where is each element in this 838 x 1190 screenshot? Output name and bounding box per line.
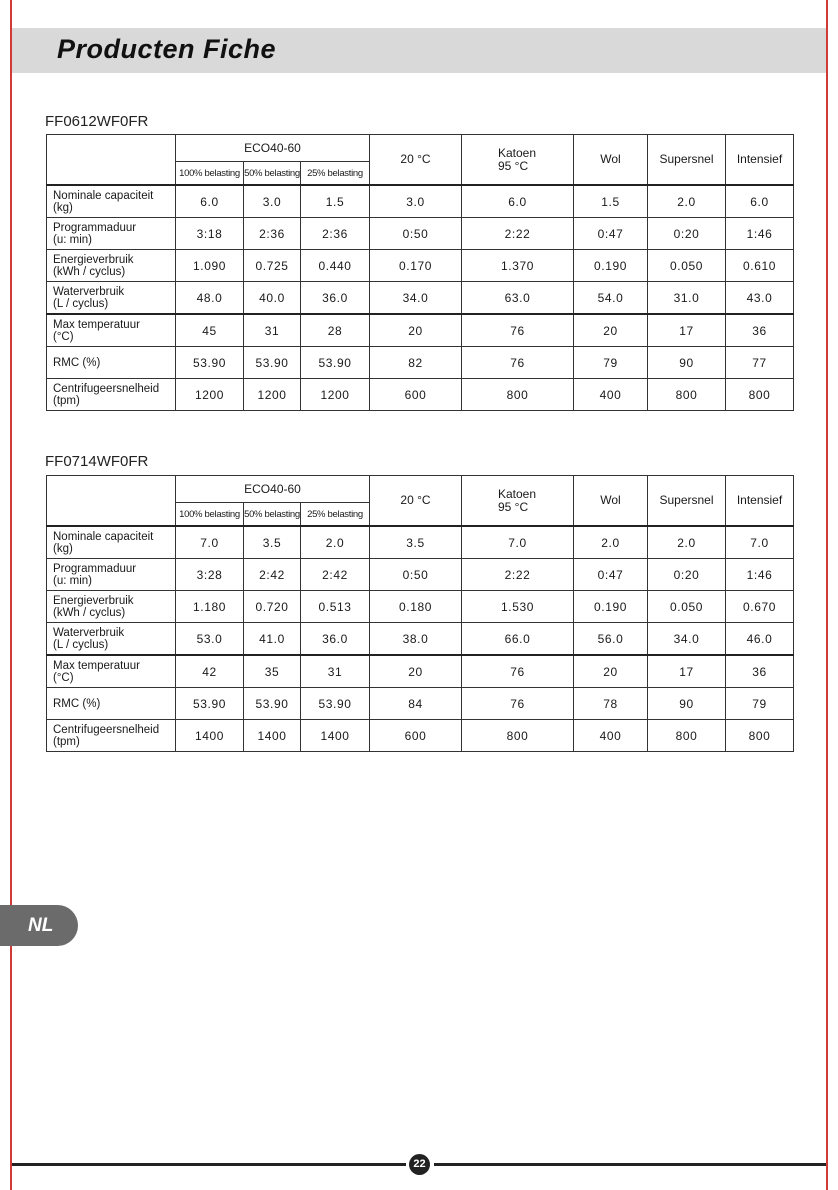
row-label: [47, 526, 176, 559]
header-100-belasting: 100% belasting: [176, 162, 244, 186]
left-red-border: [10, 0, 12, 1190]
spec-table: [46, 134, 794, 411]
model-title-2: FF0714WF0FR: [45, 453, 149, 470]
table-cell: 53.90: [244, 347, 301, 379]
table-cell: 48.0: [176, 282, 244, 315]
row-label-line1: Max temperatuur: [53, 659, 140, 672]
table-cell: 1200: [301, 379, 370, 411]
header-empty-cell: [47, 476, 176, 527]
table-cell: 40.0: [244, 282, 301, 315]
table-cell: 53.90: [301, 688, 370, 720]
table-cell: 90: [648, 347, 726, 379]
table-cell: 76: [462, 347, 574, 379]
table-row: [47, 655, 794, 688]
header-katoen-line1: Katoen: [498, 486, 537, 501]
table-cell: 2:36: [301, 218, 370, 250]
table-cell: 800: [726, 720, 794, 752]
header-eco40-60: ECO40-60: [176, 135, 370, 162]
table-cell: 54.0: [574, 282, 648, 315]
table-cell: 0:47: [574, 218, 648, 250]
table-cell: 31: [244, 314, 301, 347]
header-katoen-line2: 95 °C: [498, 158, 529, 173]
header-wol: Wol: [574, 135, 648, 186]
table-cell: 7.0: [176, 526, 244, 559]
row-label: [47, 347, 176, 379]
table-row: [47, 185, 794, 218]
table-cell: 79: [574, 347, 648, 379]
table-row: [47, 526, 794, 559]
table-cell: 3.0: [370, 185, 462, 218]
table-cell: 77: [726, 347, 794, 379]
row-label-line1: Centrifugeersnelheid: [53, 723, 160, 736]
table-cell: 1200: [244, 379, 301, 411]
row-label-line1: Programmaduur: [53, 562, 137, 575]
header-supersnel: Supersnel: [648, 135, 726, 186]
table-cell: 0.190: [574, 250, 648, 282]
table-cell: 20: [574, 655, 648, 688]
row-label-line1: RMC (%): [53, 697, 101, 710]
table-cell: 800: [648, 379, 726, 411]
table-cell: 2.0: [648, 526, 726, 559]
row-label: [47, 623, 176, 656]
table-cell: 3:28: [176, 559, 244, 591]
row-label-line1: Waterverbruik: [53, 626, 125, 639]
table-cell: 76: [462, 688, 574, 720]
table-cell: 600: [370, 379, 462, 411]
row-label: [47, 559, 176, 591]
footer-line-left: [12, 1163, 406, 1166]
table-cell: 45: [176, 314, 244, 347]
table-cell: 43.0: [726, 282, 794, 315]
row-label-line2: (kg): [53, 542, 73, 555]
table-cell: 41.0: [244, 623, 301, 656]
table-cell: 2:22: [462, 218, 574, 250]
table-cell: 400: [574, 720, 648, 752]
table-cell: 1.5: [574, 185, 648, 218]
table-cell: 84: [370, 688, 462, 720]
row-label-line2: (tpm): [53, 394, 80, 407]
table-cell: 3.5: [370, 526, 462, 559]
table-row: [47, 250, 794, 282]
table-cell: 79: [726, 688, 794, 720]
table-cell: 46.0: [726, 623, 794, 656]
header-20c: 20 °C: [370, 476, 462, 527]
table-cell: 0:50: [370, 218, 462, 250]
row-label-line1: Centrifugeersnelheid: [53, 382, 160, 395]
table-cell: 53.90: [244, 688, 301, 720]
table-cell: 800: [648, 720, 726, 752]
header-katoen-line2: 95 °C: [498, 499, 529, 514]
table-cell: 82: [370, 347, 462, 379]
table-cell: 800: [462, 720, 574, 752]
table-cell: 2.0: [301, 526, 370, 559]
table-cell: 31: [301, 655, 370, 688]
spec-table: [46, 475, 794, 752]
row-label: [47, 218, 176, 250]
table-cell: 0:47: [574, 559, 648, 591]
table-cell: 2.0: [648, 185, 726, 218]
table-cell: 20: [370, 655, 462, 688]
table-cell: 20: [574, 314, 648, 347]
row-label: [47, 250, 176, 282]
table-cell: 36.0: [301, 282, 370, 315]
table-cell: 56.0: [574, 623, 648, 656]
row-label-line2: (kWh / cyclus): [53, 265, 126, 278]
table-cell: 0.670: [726, 591, 794, 623]
table-cell: 53.90: [176, 688, 244, 720]
header-50-belasting: 50% belasting: [244, 162, 301, 186]
table-cell: 800: [726, 379, 794, 411]
table-row: [47, 591, 794, 623]
table-cell: 17: [648, 655, 726, 688]
row-label: [47, 314, 176, 347]
table-cell: 1400: [244, 720, 301, 752]
table-cell: 20: [370, 314, 462, 347]
table-cell: 600: [370, 720, 462, 752]
row-label-line1: Nominale capaciteit: [53, 189, 154, 202]
table-cell: 1400: [301, 720, 370, 752]
header-50-belasting: 50% belasting: [244, 503, 301, 527]
table-cell: 34.0: [370, 282, 462, 315]
table-cell: 0.725: [244, 250, 301, 282]
language-tab-label: NL: [28, 915, 54, 936]
table-cell: 0.440: [301, 250, 370, 282]
row-label-line2: (°C): [53, 330, 74, 343]
table-cell: 3.0: [244, 185, 301, 218]
header-20c: 20 °C: [370, 135, 462, 186]
row-label: [47, 591, 176, 623]
row-label: [47, 688, 176, 720]
table-cell: 63.0: [462, 282, 574, 315]
table-cell: 1.090: [176, 250, 244, 282]
table-cell: 28: [301, 314, 370, 347]
row-label: [47, 185, 176, 218]
table-row: [47, 314, 794, 347]
table-cell: 0.720: [244, 591, 301, 623]
row-label-line2: (L / cyclus): [53, 297, 109, 310]
page-title: Producten Fiche: [57, 34, 277, 64]
header-25-belasting: 25% belasting: [301, 162, 370, 186]
table-cell: 31.0: [648, 282, 726, 315]
table-cell: 0:50: [370, 559, 462, 591]
table-cell: 2:36: [244, 218, 301, 250]
row-label-line2: (kWh / cyclus): [53, 606, 126, 619]
header-25-belasting: 25% belasting: [301, 503, 370, 527]
row-label: [47, 282, 176, 315]
header-katoen-95: [462, 135, 574, 186]
table-cell: 1:46: [726, 218, 794, 250]
table-row: [47, 720, 794, 752]
table-cell: 6.0: [726, 185, 794, 218]
table-cell: 36.0: [301, 623, 370, 656]
table-cell: 76: [462, 655, 574, 688]
table-cell: 0.610: [726, 250, 794, 282]
row-label-line2: (°C): [53, 671, 74, 684]
table-cell: 0:20: [648, 218, 726, 250]
table-cell: 38.0: [370, 623, 462, 656]
header-wol: Wol: [574, 476, 648, 527]
table-cell: 76: [462, 314, 574, 347]
table-row: [47, 282, 794, 315]
row-label-line1: RMC (%): [53, 356, 101, 369]
row-label-line2: (u: min): [53, 574, 92, 587]
table-cell: 1.5: [301, 185, 370, 218]
table-cell: 53.90: [301, 347, 370, 379]
row-label: [47, 720, 176, 752]
table-cell: 0.170: [370, 250, 462, 282]
table-cell: 66.0: [462, 623, 574, 656]
table-cell: 2:22: [462, 559, 574, 591]
header-supersnel: Supersnel: [648, 476, 726, 527]
table-cell: 1:46: [726, 559, 794, 591]
table-cell: 3:18: [176, 218, 244, 250]
row-label-line1: Energieverbruik: [53, 253, 134, 266]
table-cell: 36: [726, 655, 794, 688]
table-cell: 0.190: [574, 591, 648, 623]
table-cell: 0:20: [648, 559, 726, 591]
row-label-line2: (L / cyclus): [53, 638, 109, 651]
table-cell: 2:42: [301, 559, 370, 591]
table-cell: 6.0: [462, 185, 574, 218]
header-intensief: Intensief: [726, 476, 794, 527]
table-cell: 34.0: [648, 623, 726, 656]
table-row: [47, 688, 794, 720]
table-cell: 90: [648, 688, 726, 720]
table-cell: 2.0: [574, 526, 648, 559]
table-cell: 2:42: [244, 559, 301, 591]
table-cell: 1.370: [462, 250, 574, 282]
table-cell: 800: [462, 379, 574, 411]
table-cell: 0.050: [648, 591, 726, 623]
header-katoen-95: [462, 476, 574, 527]
page-number: 22: [409, 1154, 430, 1175]
table-cell: 7.0: [726, 526, 794, 559]
header-intensief: Intensief: [726, 135, 794, 186]
table-cell: 400: [574, 379, 648, 411]
table-row: [47, 379, 794, 411]
table-cell: 53.0: [176, 623, 244, 656]
table-cell: 42: [176, 655, 244, 688]
right-red-border: [826, 0, 828, 1190]
table-cell: 0.513: [301, 591, 370, 623]
table-cell: 0.050: [648, 250, 726, 282]
table-cell: 6.0: [176, 185, 244, 218]
table-row: [47, 559, 794, 591]
row-label-line1: Nominale capaciteit: [53, 530, 154, 543]
row-label-line2: (kg): [53, 201, 73, 214]
row-label-line1: Energieverbruik: [53, 594, 134, 607]
table-row: [47, 347, 794, 379]
table-row: [47, 218, 794, 250]
footer-line-right: [434, 1163, 826, 1166]
header-eco40-60: ECO40-60: [176, 476, 370, 503]
table-cell: 17: [648, 314, 726, 347]
table-cell: 0.180: [370, 591, 462, 623]
row-label: [47, 379, 176, 411]
row-label-line1: Waterverbruik: [53, 285, 125, 298]
table-row: [47, 623, 794, 656]
table-cell: 35: [244, 655, 301, 688]
row-label-line1: Programmaduur: [53, 221, 137, 234]
table-cell: 1.530: [462, 591, 574, 623]
row-label-line1: Max temperatuur: [53, 318, 140, 331]
table-cell: 3.5: [244, 526, 301, 559]
table-cell: 78: [574, 688, 648, 720]
header-katoen-line1: Katoen: [498, 145, 537, 160]
model-title-1: FF0612WF0FR: [45, 113, 149, 130]
table-cell: 53.90: [176, 347, 244, 379]
header-empty-cell: [47, 135, 176, 186]
table-cell: 7.0: [462, 526, 574, 559]
row-label: [47, 655, 176, 688]
row-label-line2: (tpm): [53, 735, 80, 748]
row-label-line2: (u: min): [53, 233, 92, 246]
table-cell: 36: [726, 314, 794, 347]
table-cell: 1.180: [176, 591, 244, 623]
table-cell: 1200: [176, 379, 244, 411]
table-cell: 1400: [176, 720, 244, 752]
header-100-belasting: 100% belasting: [176, 503, 244, 527]
